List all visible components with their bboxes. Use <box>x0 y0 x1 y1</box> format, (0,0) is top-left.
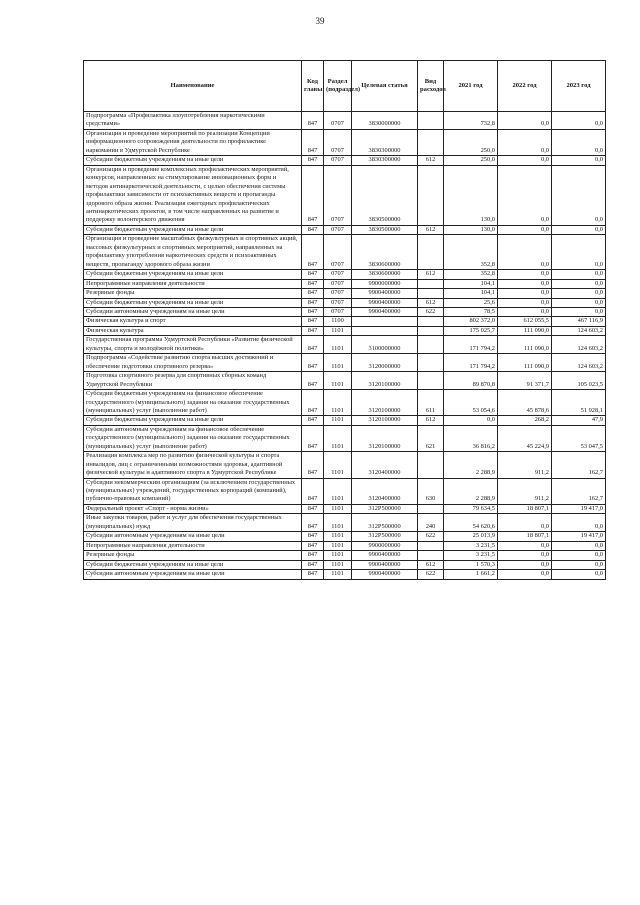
row-name-cell: Государственная программа Удмуртской Республики «Развитие физической культуры, спорта и молодёжной политики» <box>84 336 302 354</box>
row-2021-cell: 171 794,2 <box>444 336 498 354</box>
row-expense-cell: 611 <box>418 390 444 416</box>
row-2021-cell: 802 372,0 <box>444 317 498 326</box>
row-code-cell: 847 <box>302 425 324 451</box>
table-row <box>84 225 606 234</box>
row-2022-cell: 0,0 <box>498 570 552 579</box>
row-code-cell: 847 <box>302 541 324 550</box>
row-code-cell: 847 <box>302 129 324 155</box>
row-name-cell: Организация и проведение мероприятий по реализации Концепции информационного сопровождения деятельности по профилактике наркомании в Удмуртской Республике <box>84 129 302 155</box>
row-article-cell <box>352 317 418 326</box>
row-section-cell: 0707 <box>324 270 352 279</box>
row-article-cell: 3120100000 <box>352 425 418 451</box>
table-header-row <box>84 61 606 112</box>
row-section-cell: 0707 <box>324 289 352 298</box>
page-number: 39 <box>315 16 325 26</box>
row-name-cell: Физическая культура <box>84 326 302 335</box>
row-section-cell: 1101 <box>324 514 352 532</box>
row-2023-cell: 0,0 <box>552 129 606 155</box>
row-article-cell: 9900400000 <box>352 289 418 298</box>
row-2021-cell: 130,0 <box>444 165 498 225</box>
row-expense-cell <box>418 165 444 225</box>
row-section-cell: 1101 <box>324 560 352 569</box>
row-2022-cell: 91 371,7 <box>498 372 552 390</box>
row-section-cell: 0707 <box>324 156 352 165</box>
row-article-cell: 9900000000 <box>352 279 418 288</box>
row-2023-cell: 124 603,2 <box>552 354 606 372</box>
row-article-cell: 3830300000 <box>352 129 418 155</box>
row-2022-cell: 0,0 <box>498 307 552 316</box>
row-code-cell: 847 <box>302 551 324 560</box>
row-name-cell: Субсидии бюджетным учреждениям на иные цели <box>84 298 302 307</box>
row-name-cell: Организация и проведение комплексных профилактических мероприятий, конкурсов, направленных на стимулирование инновационных форм и методов антинаркотической деятельности, с целью обеспечения системы профилактики зависимости от психоактивных веществ и пропаганды здорового образа жизни. Реализация ежегодных профилактических антинаркотических проектов, в том числе направленных на развитие и поддержку волонтерского движения <box>84 165 302 225</box>
row-code-cell: 847 <box>302 416 324 425</box>
row-2023-cell: 0,0 <box>552 560 606 569</box>
row-code-cell: 847 <box>302 225 324 234</box>
row-expense-cell: 612 <box>418 416 444 425</box>
row-name-cell: Федеральный проект «Спорт - норма жизни» <box>84 504 302 513</box>
row-section-cell: 1101 <box>324 354 352 372</box>
row-name-cell: Резервные фонды <box>84 289 302 298</box>
row-article-cell: 9900400000 <box>352 307 418 316</box>
row-name-cell: Подпрограмма «Содействие развитию спорта высших достижений и обеспечение подготовки спортивного резерва» <box>84 354 302 372</box>
row-expense-cell <box>418 336 444 354</box>
row-expense-cell: 622 <box>418 570 444 579</box>
row-section-cell: 0707 <box>324 165 352 225</box>
row-section-cell: 1101 <box>324 532 352 541</box>
table-row <box>84 570 606 579</box>
table-row <box>84 165 606 225</box>
row-2021-cell: 130,0 <box>444 225 498 234</box>
row-article-cell: 3120400000 <box>352 452 418 478</box>
table-row <box>84 452 606 478</box>
row-2023-cell: 0,0 <box>552 225 606 234</box>
row-article-cell: 3120000000 <box>352 354 418 372</box>
row-2021-cell: 2 288,9 <box>444 478 498 504</box>
row-2022-cell: 0,0 <box>498 514 552 532</box>
row-2022-cell: 0,0 <box>498 289 552 298</box>
row-code-cell: 847 <box>302 270 324 279</box>
row-section-cell: 1101 <box>324 504 352 513</box>
row-2022-cell: 111 090,0 <box>498 354 552 372</box>
row-expense-cell: 612 <box>418 225 444 234</box>
row-2022-cell: 0,0 <box>498 560 552 569</box>
table-body <box>84 112 606 580</box>
row-2023-cell: 0,0 <box>552 551 606 560</box>
row-code-cell: 847 <box>302 298 324 307</box>
table-row <box>84 416 606 425</box>
table-row <box>84 129 606 155</box>
row-2022-cell: 0,0 <box>498 156 552 165</box>
row-2021-cell: 104,1 <box>444 289 498 298</box>
row-2023-cell: 47,9 <box>552 416 606 425</box>
row-code-cell: 847 <box>302 165 324 225</box>
row-name-cell: Подготовка спортивного резерва для спортивных сборных команд Удмуртской Республики <box>84 372 302 390</box>
row-2023-cell: 162,7 <box>552 478 606 504</box>
row-name-cell: Субсидии бюджетным учреждениям на иные цели <box>84 156 302 165</box>
row-2023-cell: 124 603,2 <box>552 326 606 335</box>
table-row <box>84 279 606 288</box>
table-row <box>84 270 606 279</box>
row-2023-cell: 0,0 <box>552 541 606 550</box>
row-2021-cell: 3 231,5 <box>444 541 498 550</box>
table-row <box>84 541 606 550</box>
row-2023-cell: 105 023,5 <box>552 372 606 390</box>
row-article-cell: 3120100000 <box>352 390 418 416</box>
row-section-cell: 1101 <box>324 390 352 416</box>
row-2022-cell: 0,0 <box>498 551 552 560</box>
row-expense-cell <box>418 317 444 326</box>
row-2021-cell: 250,0 <box>444 129 498 155</box>
header-2021: 2021 год <box>444 61 498 112</box>
row-2022-cell: 0,0 <box>498 129 552 155</box>
row-name-cell: Субсидии автономным учреждениям на иные цели <box>84 307 302 316</box>
row-article-cell <box>352 326 418 335</box>
row-2022-cell: 268,2 <box>498 416 552 425</box>
row-2021-cell: 79 634,5 <box>444 504 498 513</box>
row-article-cell: 3120100000 <box>352 416 418 425</box>
row-2021-cell: 171 794,2 <box>444 354 498 372</box>
row-article-cell: 9900400000 <box>352 551 418 560</box>
table-row <box>84 354 606 372</box>
row-2023-cell: 0,0 <box>552 298 606 307</box>
row-name-cell: Непрограммные направления деятельности <box>84 279 302 288</box>
row-2021-cell: 54 620,6 <box>444 514 498 532</box>
row-2023-cell: 124 603,2 <box>552 336 606 354</box>
row-2021-cell: 1 570,3 <box>444 560 498 569</box>
row-2022-cell: 0,0 <box>498 541 552 550</box>
row-2023-cell: 19 417,0 <box>552 504 606 513</box>
row-2022-cell: 18 807,1 <box>498 504 552 513</box>
table-row <box>84 156 606 165</box>
row-section-cell: 1101 <box>324 541 352 550</box>
row-section-cell: 0707 <box>324 307 352 316</box>
row-2021-cell: 2 288,9 <box>444 452 498 478</box>
row-code-cell: 847 <box>302 279 324 288</box>
table-row <box>84 551 606 560</box>
row-2022-cell: 0,0 <box>498 270 552 279</box>
row-section-cell: 1101 <box>324 326 352 335</box>
row-code-cell: 847 <box>302 156 324 165</box>
row-article-cell: 3830300000 <box>352 156 418 165</box>
row-2021-cell: 89 870,8 <box>444 372 498 390</box>
row-code-cell: 847 <box>302 326 324 335</box>
row-2023-cell: 0,0 <box>552 514 606 532</box>
row-name-cell: Подпрограмма «Профилактика злоупотребления наркотическими средствами» <box>84 112 302 130</box>
row-expense-cell <box>418 289 444 298</box>
row-code-cell: 847 <box>302 235 324 270</box>
row-code-cell: 847 <box>302 560 324 569</box>
row-2022-cell: 0,0 <box>498 298 552 307</box>
row-article-cell: 9900000000 <box>352 541 418 550</box>
row-code-cell: 847 <box>302 307 324 316</box>
header-expense: Вид расходов <box>418 61 444 112</box>
row-section-cell: 1101 <box>324 416 352 425</box>
row-section-cell: 1101 <box>324 452 352 478</box>
row-expense-cell: 622 <box>418 532 444 541</box>
table-row <box>84 112 606 130</box>
row-2023-cell: 0,0 <box>552 279 606 288</box>
row-name-cell: Физическая культура и спорт <box>84 317 302 326</box>
row-code-cell: 847 <box>302 289 324 298</box>
row-name-cell: Субсидии бюджетным учреждениям на иные цели <box>84 270 302 279</box>
row-section-cell: 0707 <box>324 112 352 130</box>
table-row <box>84 235 606 270</box>
row-expense-cell <box>418 504 444 513</box>
row-2021-cell: 1 661,2 <box>444 570 498 579</box>
row-section-cell: 0707 <box>324 129 352 155</box>
row-2021-cell: 104,1 <box>444 279 498 288</box>
row-name-cell: Резервные фонды <box>84 551 302 560</box>
row-section-cell: 1101 <box>324 478 352 504</box>
row-name-cell: Субсидии автономным учреждениям на иные цели <box>84 570 302 579</box>
row-expense-cell <box>418 279 444 288</box>
row-expense-cell: 622 <box>418 307 444 316</box>
row-article-cell: 3120400000 <box>352 478 418 504</box>
row-section-cell: 1101 <box>324 336 352 354</box>
row-expense-cell: 612 <box>418 298 444 307</box>
row-code-cell: 847 <box>302 478 324 504</box>
row-2021-cell: 175 025,7 <box>444 326 498 335</box>
row-expense-cell: 612 <box>418 560 444 569</box>
row-2021-cell: 0,0 <box>444 416 498 425</box>
header-name: Наименование <box>84 61 302 112</box>
row-2021-cell: 25,6 <box>444 298 498 307</box>
row-article-cell: 3830600000 <box>352 235 418 270</box>
row-2021-cell: 53 054,6 <box>444 390 498 416</box>
row-code-cell: 847 <box>302 452 324 478</box>
row-expense-cell <box>418 326 444 335</box>
row-code-cell: 847 <box>302 570 324 579</box>
row-section-cell: 1101 <box>324 570 352 579</box>
row-section-cell: 0707 <box>324 225 352 234</box>
row-article-cell: 312P500000 <box>352 504 418 513</box>
header-section: Раздел (подраздел) <box>324 61 352 112</box>
table-row <box>84 532 606 541</box>
row-2021-cell: 36 816,2 <box>444 425 498 451</box>
row-2023-cell: 0,0 <box>552 307 606 316</box>
row-2021-cell: 3 231,5 <box>444 551 498 560</box>
row-name-cell: Организация и проведение масштабных физкультурных и спортивных акций, массовых физкультурных и спортивных мероприятий, направленных на профилактику употребления наркотических средств и психоактивных веществ, пропаганду здорового образа жизни <box>84 235 302 270</box>
row-2023-cell: 0,0 <box>552 165 606 225</box>
row-name-cell: Субсидии бюджетным учреждениям на иные цели <box>84 416 302 425</box>
row-expense-cell <box>418 354 444 372</box>
row-expense-cell: 240 <box>418 514 444 532</box>
table-row <box>84 425 606 451</box>
row-2022-cell: 45 878,6 <box>498 390 552 416</box>
row-2021-cell: 352,8 <box>444 270 498 279</box>
header-2022: 2022 год <box>498 61 552 112</box>
row-section-cell: 1101 <box>324 551 352 560</box>
row-2023-cell: 53 047,5 <box>552 425 606 451</box>
row-2022-cell: 0,0 <box>498 225 552 234</box>
header-2023: 2023 год <box>552 61 606 112</box>
row-expense-cell <box>418 452 444 478</box>
row-code-cell: 847 <box>302 317 324 326</box>
table-row <box>84 504 606 513</box>
row-name-cell: Непрограммные направления деятельности <box>84 541 302 550</box>
table-row <box>84 307 606 316</box>
row-2023-cell: 19 417,0 <box>552 532 606 541</box>
row-name-cell: Иные закупки товаров, работ и услуг для обеспечения государственных (муниципальных) нужд <box>84 514 302 532</box>
row-expense-cell <box>418 551 444 560</box>
row-2022-cell: 911,2 <box>498 478 552 504</box>
row-expense-cell: 612 <box>418 270 444 279</box>
row-name-cell: Субсидии бюджетным учреждениям на финансовое обеспечение государственного (муниципального) задания на оказание государственных (муниципальных) услуг (выполнение работ) <box>84 390 302 416</box>
row-section-cell: 1100 <box>324 317 352 326</box>
row-expense-cell <box>418 235 444 270</box>
row-2023-cell: 51 928,1 <box>552 390 606 416</box>
row-name-cell: Реализация комплекса мер по развитию физической культуры и спорта инвалидов, лиц с ограниченными возможностями здоровья, адаптивной физической культуры и адаптивного спорта в Удмуртской Республике <box>84 452 302 478</box>
row-2023-cell: 0,0 <box>552 235 606 270</box>
row-article-cell: 3830500000 <box>352 165 418 225</box>
row-2022-cell: 0,0 <box>498 112 552 130</box>
table-row <box>84 326 606 335</box>
row-2021-cell: 250,0 <box>444 156 498 165</box>
row-name-cell: Субсидии автономным учреждениям на иные цели <box>84 532 302 541</box>
row-name-cell: Субсидии бюджетным учреждениям на иные цели <box>84 225 302 234</box>
row-expense-cell: 630 <box>418 478 444 504</box>
table-row <box>84 372 606 390</box>
row-article-cell: 9900400000 <box>352 570 418 579</box>
row-2022-cell: 0,0 <box>498 235 552 270</box>
row-code-cell: 847 <box>302 514 324 532</box>
header-code: Код главы <box>302 61 324 112</box>
row-article-cell: 3830500000 <box>352 225 418 234</box>
row-expense-cell <box>418 112 444 130</box>
row-section-cell: 1101 <box>324 425 352 451</box>
budget-table <box>83 60 606 580</box>
row-article-cell: 3830600000 <box>352 270 418 279</box>
row-2022-cell: 45 224,9 <box>498 425 552 451</box>
row-2022-cell: 111 090,0 <box>498 326 552 335</box>
row-article-cell: 3830000000 <box>352 112 418 130</box>
row-2023-cell: 0,0 <box>552 112 606 130</box>
row-2023-cell: 0,0 <box>552 156 606 165</box>
row-article-cell: 9900400000 <box>352 298 418 307</box>
row-code-cell: 847 <box>302 390 324 416</box>
row-2022-cell: 0,0 <box>498 279 552 288</box>
row-2022-cell: 911,2 <box>498 452 552 478</box>
row-name-cell: Субсидии некоммерческим организациям (за исключением государственных (муниципальных) учреждений, государственных корпораций (компаний), публично-правовых компаний) <box>84 478 302 504</box>
row-2023-cell: 0,0 <box>552 270 606 279</box>
row-expense-cell <box>418 541 444 550</box>
table-row <box>84 317 606 326</box>
row-expense-cell: 612 <box>418 156 444 165</box>
row-code-cell: 847 <box>302 354 324 372</box>
row-2022-cell: 612 055,5 <box>498 317 552 326</box>
row-2021-cell: 78,5 <box>444 307 498 316</box>
row-code-cell: 847 <box>302 372 324 390</box>
row-article-cell: 312P500000 <box>352 532 418 541</box>
row-code-cell: 847 <box>302 504 324 513</box>
row-expense-cell <box>418 129 444 155</box>
row-code-cell: 847 <box>302 112 324 130</box>
table-row <box>84 478 606 504</box>
row-2023-cell: 162,7 <box>552 452 606 478</box>
row-code-cell: 847 <box>302 532 324 541</box>
row-section-cell: 0707 <box>324 235 352 270</box>
row-section-cell: 0707 <box>324 279 352 288</box>
row-2022-cell: 18 807,1 <box>498 532 552 541</box>
row-2023-cell: 0,0 <box>552 289 606 298</box>
row-2021-cell: 732,8 <box>444 112 498 130</box>
row-2023-cell: 467 116,9 <box>552 317 606 326</box>
row-2023-cell: 0,0 <box>552 570 606 579</box>
table-row <box>84 560 606 569</box>
table-row <box>84 390 606 416</box>
table-row <box>84 336 606 354</box>
row-article-cell: 9900400000 <box>352 560 418 569</box>
row-section-cell: 0707 <box>324 298 352 307</box>
row-name-cell: Субсидии бюджетным учреждениям на иные цели <box>84 560 302 569</box>
row-2022-cell: 111 090,0 <box>498 336 552 354</box>
table-row <box>84 298 606 307</box>
row-section-cell: 1101 <box>324 372 352 390</box>
row-2021-cell: 25 013,9 <box>444 532 498 541</box>
row-name-cell: Субсидии автономным учреждениям на финансовое обеспечение государственного (муниципального) задания на оказание государственных (муниципальных) услуг (выполнение работ) <box>84 425 302 451</box>
row-2022-cell: 0,0 <box>498 165 552 225</box>
row-expense-cell: 621 <box>418 425 444 451</box>
row-article-cell: 312P500000 <box>352 514 418 532</box>
table-row <box>84 289 606 298</box>
header-article: Целевая статья <box>352 61 418 112</box>
row-article-cell: 3100000000 <box>352 336 418 354</box>
row-article-cell: 3120100000 <box>352 372 418 390</box>
row-code-cell: 847 <box>302 336 324 354</box>
row-expense-cell <box>418 372 444 390</box>
row-2021-cell: 352,8 <box>444 235 498 270</box>
table-row <box>84 514 606 532</box>
